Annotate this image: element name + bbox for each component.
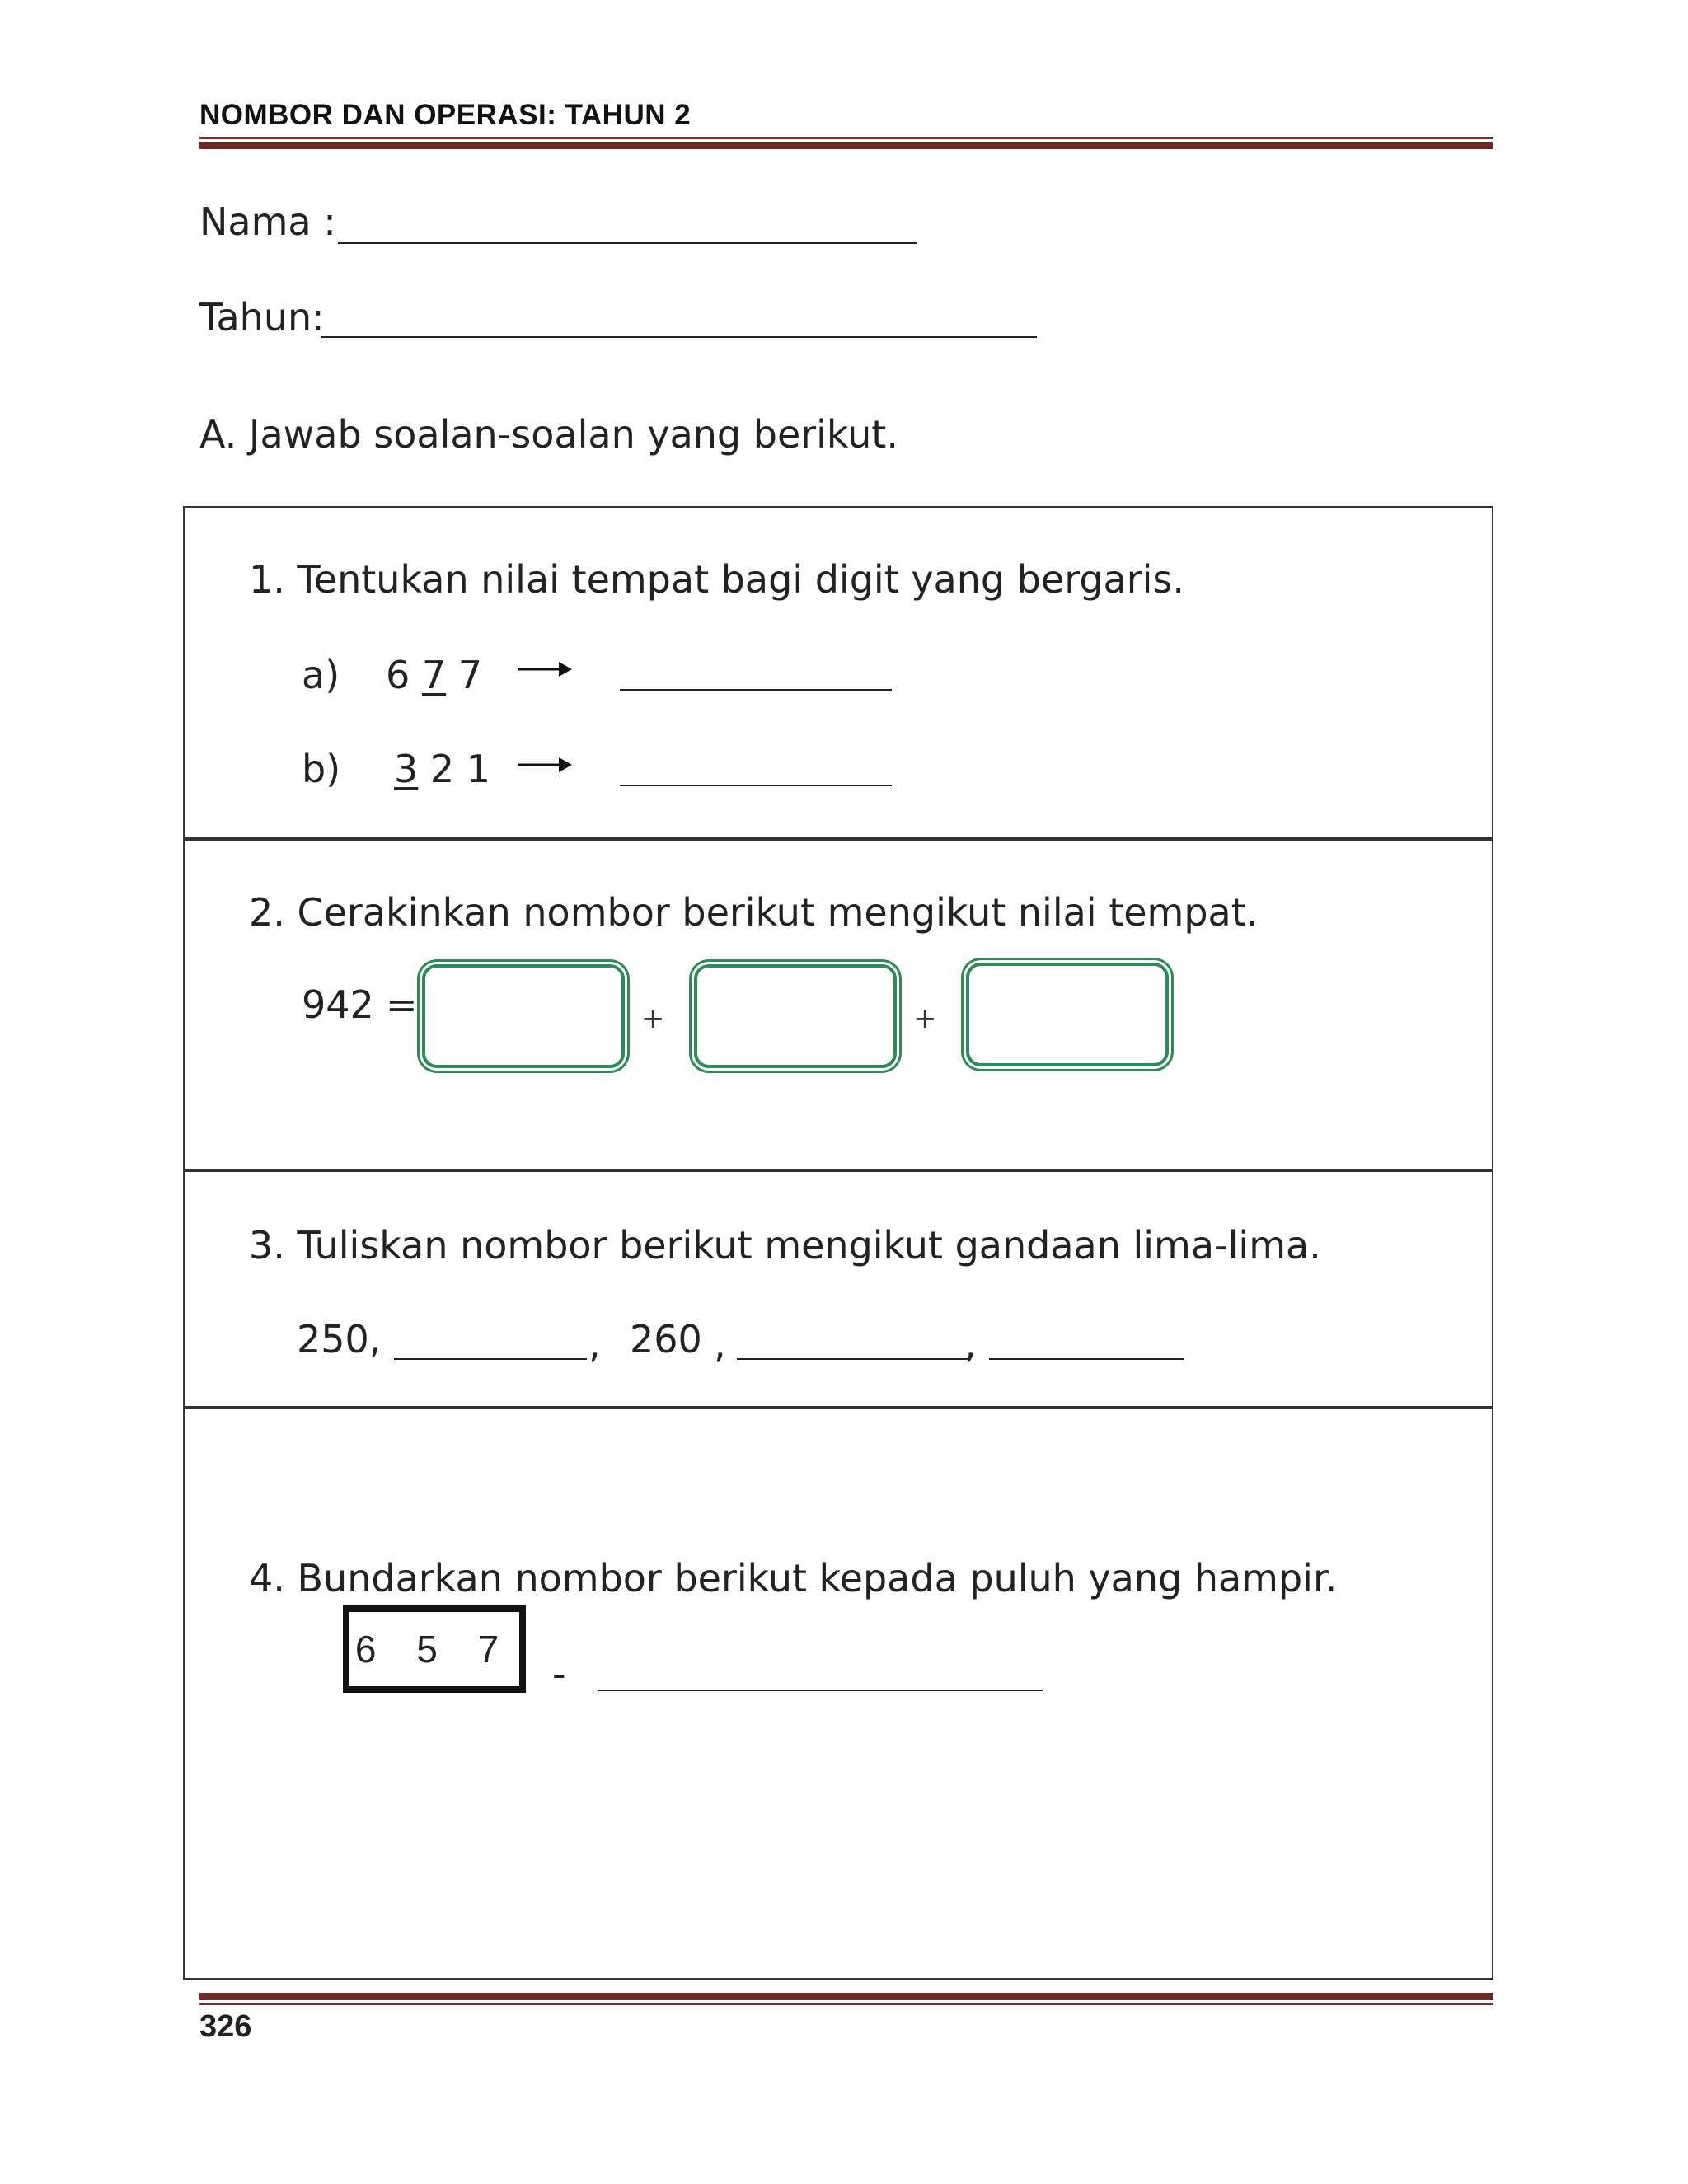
- q2-ones-box[interactable]: [966, 963, 1169, 1066]
- q3-comma-2: ,: [714, 1322, 726, 1366]
- question-3-box: [183, 1169, 1493, 1409]
- q1-a-digit-3: 7: [446, 653, 483, 697]
- q1-b-digits: 2 1: [418, 747, 491, 791]
- q2-plus-2: +: [913, 1002, 937, 1035]
- q1-a-arrow-icon: [518, 658, 572, 681]
- question-3-text: 3. Tuliskan nombor berikut mengikut gandaan lima-lima.: [249, 1223, 1321, 1268]
- q1-b-arrow-icon: [518, 753, 572, 776]
- q3-comma-3: ,: [964, 1322, 977, 1366]
- q3-blank-3[interactable]: [989, 1358, 1184, 1360]
- q1-a-label: a): [302, 653, 340, 697]
- header-title: NOMBOR DAN OPERASI: TAHUN 2: [199, 99, 692, 131]
- page-number: 326: [199, 2009, 252, 2044]
- q4-answer-line[interactable]: [598, 1690, 1043, 1691]
- q1-a-number: [386, 653, 482, 697]
- q1-b-label: b): [302, 747, 341, 791]
- q2-equals: =: [386, 982, 418, 1027]
- q1-b-answer-line[interactable]: [620, 785, 892, 786]
- q3-blank-2[interactable]: [737, 1358, 968, 1360]
- q4-number: 6 5 7: [354, 1628, 514, 1671]
- q3-value-1: 250,: [297, 1317, 382, 1361]
- q2-plus-1: +: [641, 1002, 665, 1035]
- header-rule-thick: [199, 142, 1493, 149]
- q1-b-underlined-digit: 3: [394, 747, 419, 791]
- q3-blank-1[interactable]: [394, 1358, 587, 1360]
- q1-b-number: [394, 747, 490, 791]
- header-rule-thin: [199, 137, 1493, 139]
- q1-a-digit-1: 6: [386, 653, 422, 697]
- q1-a-underlined-digit: 7: [421, 653, 447, 697]
- q3-comma-1: ,: [588, 1322, 601, 1366]
- section-instruction: A. Jawab soalan-soalan yang berikut.: [199, 412, 898, 457]
- q4-number-box: [343, 1605, 526, 1693]
- question-1-text: 1. Tentukan nilai tempat bagi digit yang bergaris.: [249, 557, 1184, 602]
- question-1-box: [183, 506, 1493, 841]
- footer-rule-thin: [199, 2003, 1493, 2005]
- question-4-box: [183, 1406, 1493, 1980]
- q2-hundreds-box[interactable]: [422, 964, 625, 1068]
- q4-dash: -: [552, 1652, 566, 1696]
- name-label: Nama :: [199, 199, 336, 244]
- q1-a-answer-line[interactable]: [620, 689, 892, 691]
- question-4-text: 4. Bundarkan nombor berikut kepada puluh yang hampir.: [249, 1556, 1338, 1601]
- name-field[interactable]: [338, 242, 917, 244]
- year-label: Tahun:: [199, 295, 325, 340]
- footer-rule-thick: [199, 1993, 1493, 2000]
- q2-number: 942: [302, 982, 374, 1027]
- question-2-text: 2. Cerakinkan nombor berikut mengikut nilai tempat.: [249, 890, 1259, 935]
- year-field[interactable]: [321, 336, 1037, 338]
- q2-tens-box[interactable]: [694, 964, 897, 1068]
- q3-value-2: 260: [630, 1317, 702, 1361]
